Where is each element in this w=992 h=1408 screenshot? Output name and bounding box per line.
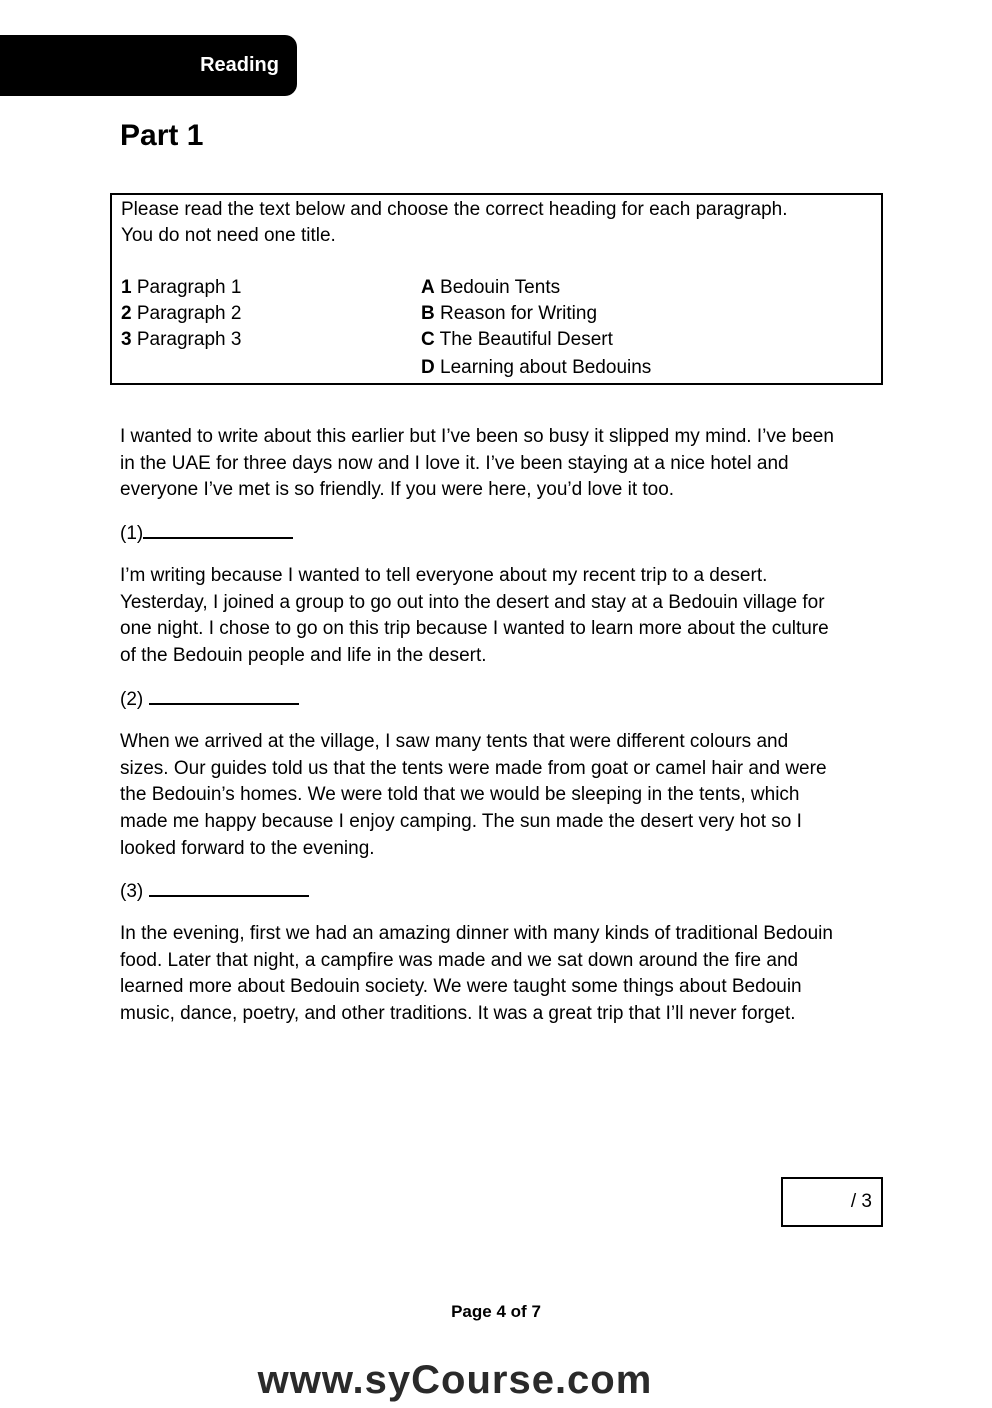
text-line: In the evening, first we had an amazing dinner with many kinds of traditional Bedouin — [120, 923, 833, 944]
text-line: Yesterday, I joined a group to go out into the desert and stay at a Bedouin village for — [120, 591, 825, 613]
text-line: of the Bedouin people and life in the desert. — [120, 645, 487, 667]
section-tab — [0, 35, 297, 96]
matching-options — [121, 275, 872, 381]
text-line: the Bedouin’s homes. We were told that we would be sleeping in the tents, which — [120, 784, 800, 806]
text-line: looked forward to the evening. — [120, 837, 375, 859]
answer-line[interactable] — [149, 879, 309, 897]
paragraph-item — [121, 327, 421, 353]
heading-option — [421, 355, 872, 381]
text-line: I wanted to write about this earlier but I’ve been so busy it slipped my mind. I’ve been — [120, 426, 834, 447]
paragraph-label: Paragraph 2 — [136, 303, 242, 324]
section-tab-label: Reading — [200, 54, 279, 76]
page-current: 4 — [496, 1302, 506, 1321]
answer-line[interactable] — [149, 687, 299, 705]
heading-blank-2 — [120, 687, 299, 713]
paragraph-1 — [120, 563, 880, 670]
heading-letter: C — [421, 329, 435, 350]
text-line: sizes. Our guides told us that the tents were made from goat or camel hair and were — [120, 757, 827, 779]
paragraph-2 — [120, 729, 880, 863]
blank-number: (3) — [120, 881, 144, 902]
watermark: www.syCourse.com — [257, 1358, 653, 1402]
score-box[interactable] — [781, 1177, 883, 1227]
text-line: I’m writing because I wanted to tell everyone about my recent trip to a desert. — [120, 565, 768, 586]
intro-paragraph — [120, 424, 880, 504]
paragraph-number: 2 — [121, 303, 132, 324]
paragraph-list — [121, 275, 421, 381]
text-line: one night. I chose to go on this trip because I wanted to learn more about the culture — [120, 618, 829, 640]
heading-text: Learning about Bedouins — [440, 357, 652, 378]
heading-blank-3 — [120, 879, 309, 905]
heading-letter: D — [421, 357, 435, 378]
heading-option — [421, 301, 872, 327]
score-label: / 3 — [850, 1191, 872, 1212]
instructions-box — [110, 193, 883, 385]
heading-text: Reason for Writing — [440, 303, 598, 324]
heading-letter: A — [421, 277, 435, 298]
paragraph-3 — [120, 921, 880, 1028]
text-line: When we arrived at the village, I saw many tents that were different colours and — [120, 731, 789, 752]
page-total: 7 — [531, 1302, 541, 1321]
text-line: food. Later that night, a campfire was made and we sat down around the fire and — [120, 949, 799, 971]
blank-number: (2) — [120, 689, 144, 710]
answer-line[interactable] — [143, 521, 293, 539]
heading-text: The Beautiful Desert — [439, 329, 613, 350]
instruction-line-1: Please read the text below and choose the correct heading for each paragraph. — [121, 199, 788, 220]
paragraph-number: 3 — [121, 329, 132, 350]
page-of: of — [510, 1302, 527, 1321]
heading-letter: B — [421, 303, 435, 324]
part-title: Part 1 — [120, 119, 204, 152]
paragraph-label: Paragraph 3 — [136, 329, 242, 350]
heading-option — [421, 275, 872, 301]
paragraph-item — [121, 301, 421, 327]
text-line: learned more about Bedouin society. We were taught some things about Bedouin — [120, 976, 802, 998]
heading-list — [421, 275, 872, 381]
text-line: everyone I’ve met is so friendly. If you were here, you’d love it too. — [120, 479, 675, 501]
text-line: made me happy because I enjoy camping. The sun made the desert very hot so I — [120, 811, 802, 833]
paragraph-item — [121, 275, 421, 301]
heading-blank-1 — [120, 521, 293, 547]
heading-text: Bedouin Tents — [440, 277, 561, 298]
paragraph-label: Paragraph 1 — [136, 277, 242, 298]
page-prefix: Page — [451, 1302, 492, 1321]
page-number — [0, 1301, 992, 1323]
blank-number: (1) — [120, 523, 144, 544]
instruction-line-2: You do not need one title. — [121, 225, 336, 246]
paragraph-number: 1 — [121, 277, 132, 298]
heading-option — [421, 327, 872, 353]
text-line: in the UAE for three days now and I love it. I’ve been staying at a nice hotel and — [120, 452, 789, 474]
text-line: music, dance, poetry, and other traditions. It was a great trip that I’ll never forget. — [120, 1003, 796, 1025]
